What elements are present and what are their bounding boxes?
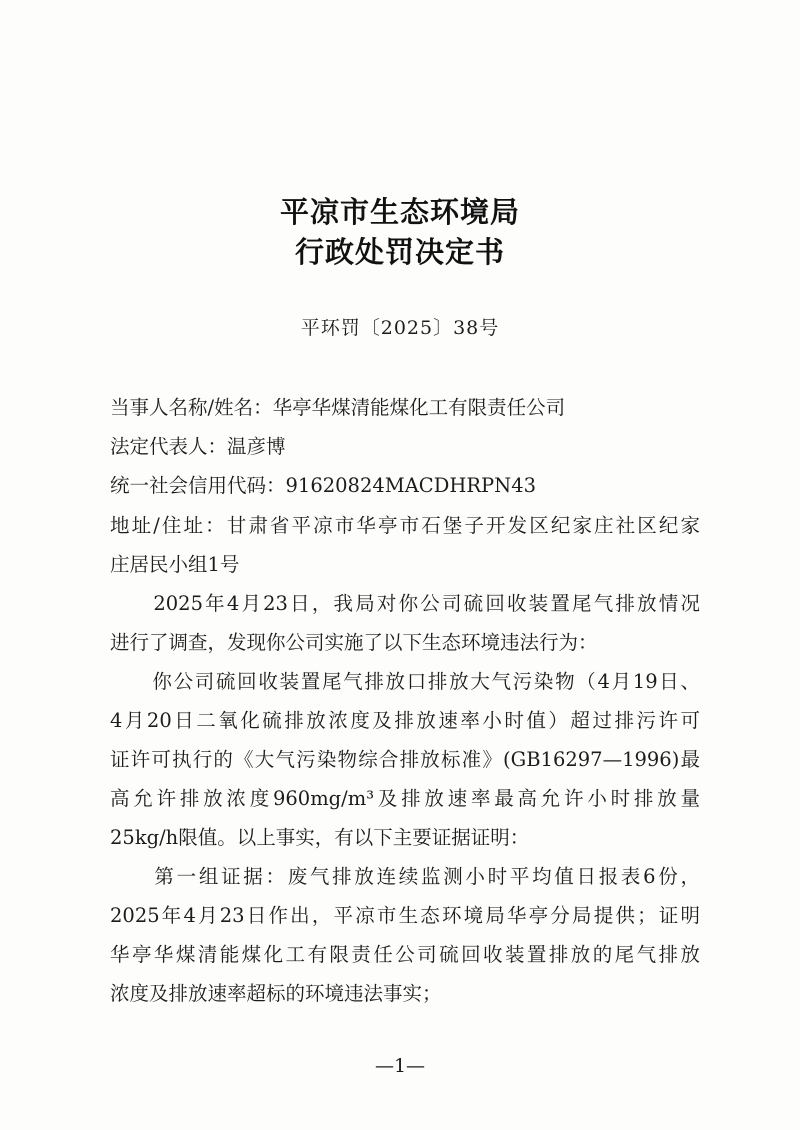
body-line: 你公司硫回收装置尾气排放口排放大气污染物（4月19日、 [110, 670, 700, 693]
doc-title: 行政处罚决定书 [294, 235, 505, 269]
body-line: 第一组证据：废气排放连续监测小时平均值日报表6份， [110, 865, 700, 888]
body-line: 浓度及排放速率超标的环境违法事实； [110, 982, 442, 1005]
address-line-1: 地址/住址：甘肃省平凉市华亭市石堡子开发区纪家庄社区纪家 [110, 514, 700, 537]
credit-code-line: 统一社会信用代码：91620824MACDHRPN43 [110, 474, 537, 497]
page-number: —1— [374, 1055, 426, 1077]
body-line: 证许可执行的《大气污染物综合排放标准》(GB16297—1996)最 [110, 748, 700, 771]
body-line: 2025年4月23日，我局对你公司硫回收装置尾气排放情况 [110, 592, 700, 615]
address-line-2: 庄居民小组1号 [110, 553, 240, 576]
body-line: 4月20日二氧化硫排放浓度及排放速率小时值）超过排污许可 [110, 709, 700, 732]
legal-rep-line: 法定代表人：温彦博 [110, 435, 286, 458]
org-title: 平凉市生态环境局 [279, 195, 520, 229]
party-name-line: 当事人名称/姓名：华亭华煤清能煤化工有限责任公司 [110, 396, 566, 419]
body-line: 高允许排放浓度960mg/m³及排放速率最高允许小时排放量 [110, 787, 700, 810]
body-line: 进行了调查，发现你公司实施了以下生态环境违法行为： [110, 631, 598, 654]
body-line: 2025年4月23日作出，平凉市生态环境局华亭分局提供；证明 [110, 904, 700, 927]
body-line: 华亭华煤清能煤化工有限责任公司硫回收装置排放的尾气排放 [110, 943, 700, 966]
body-line: 25kg/h限值。以上事实，有以下主要证据证明： [110, 826, 530, 849]
doc-number: 平环罚〔2025〕38号 [300, 317, 500, 339]
